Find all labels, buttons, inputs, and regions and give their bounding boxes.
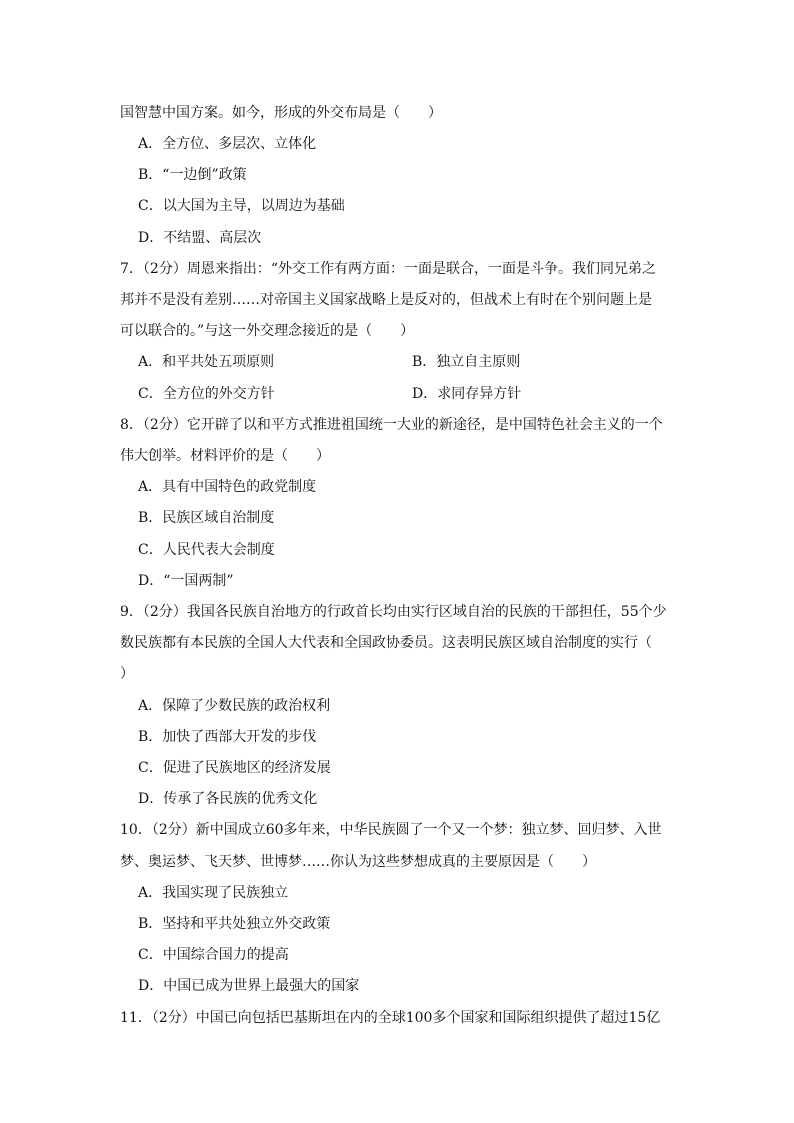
q7-option-d: D．求同存异方针 xyxy=(412,386,522,402)
q9-option-c: C．促进了民族地区的经济发展 xyxy=(138,760,331,776)
q6-stem-tail: 国智慧中国方案。如今，形成的外交布局是（ ） xyxy=(120,105,442,121)
q8-stem-line-2: 伟大创举。材料评价的是（ ） xyxy=(120,448,330,464)
q10-option-b: B．坚持和平共处独立外交政策 xyxy=(138,916,331,932)
q10-stem-line-2: 梦、奥运梦、飞天梦、世博梦……你认为这些梦想成真的主要原因是（ ） xyxy=(120,854,596,870)
q7-option-c: C．全方位的外交方针 xyxy=(138,386,275,402)
q7-option-b: B．独立自主原则 xyxy=(412,354,521,370)
q10-option-a: A．我国实现了民族独立 xyxy=(138,885,289,901)
q8-stem-line-1: 8．（2分）它开辟了以和平方式推进祖国统一大业的新途径，是中国特色社会主义的一个 xyxy=(120,417,663,433)
q8-option-b: B．民族区域自治制度 xyxy=(138,510,275,526)
q9-stem-line-1: 9．（2分）我国各民族自治地方的行政首长均由实行区域自治的民族的干部担任，55个少 xyxy=(120,604,667,620)
q7-option-a: A．和平共处五项原则 xyxy=(138,354,275,370)
q8-option-a: A．具有中国特色的政党制度 xyxy=(138,479,317,495)
q7-stem-line-2: 邦并不是没有差别……对帝国主义国家战略上是反对的，但战术上有时在个别问题上是 xyxy=(120,292,652,308)
q9-stem-line-3: ） xyxy=(120,666,134,682)
q9-stem-line-2: 数民族都有本民族的全国人大代表和全国政协委员。这表明民族区域自治制度的实行（ xyxy=(120,635,652,651)
q6-option-b: B．“一边倒”政策 xyxy=(138,167,247,183)
q6-option-a: A．全方位、多层次、立体化 xyxy=(138,136,317,152)
q10-option-d: D．中国已成为世界上最强大的国家 xyxy=(138,978,360,994)
q11-stem-line-1: 11．（2分）中国已向包括巴基斯坦在内的全球100多个国家和国际组织提供了超过15亿 xyxy=(120,1010,661,1026)
q7-stem-line-1: 7．（2分）周恩来指出：“外交工作有两方面：一面是联合，一面是斗争。我们同兄弟之 xyxy=(120,261,656,277)
q7-stem-line-3: 可以联合的。”与这一外交理念接近的是（ ） xyxy=(120,323,415,339)
q10-stem-line-1: 10．（2分）新中国成立60多年来，中华民族圆了一个又一个梦：独立梦、回归梦、入世 xyxy=(120,822,662,838)
q8-option-c: C．人民代表大会制度 xyxy=(138,542,275,558)
q9-option-d: D．传承了各民族的优秀文化 xyxy=(138,791,318,807)
q8-option-d: D．“一国两制” xyxy=(138,573,234,589)
q9-option-b: B．加快了西部大开发的步伐 xyxy=(138,729,317,745)
q6-option-d: D．不结盟、高层次 xyxy=(138,230,262,246)
q10-option-c: C．中国综合国力的提高 xyxy=(138,947,289,963)
q6-option-c: C．以大国为主导，以周边为基础 xyxy=(138,198,345,214)
q9-option-a: A．保障了少数民族的政治权利 xyxy=(138,698,331,714)
